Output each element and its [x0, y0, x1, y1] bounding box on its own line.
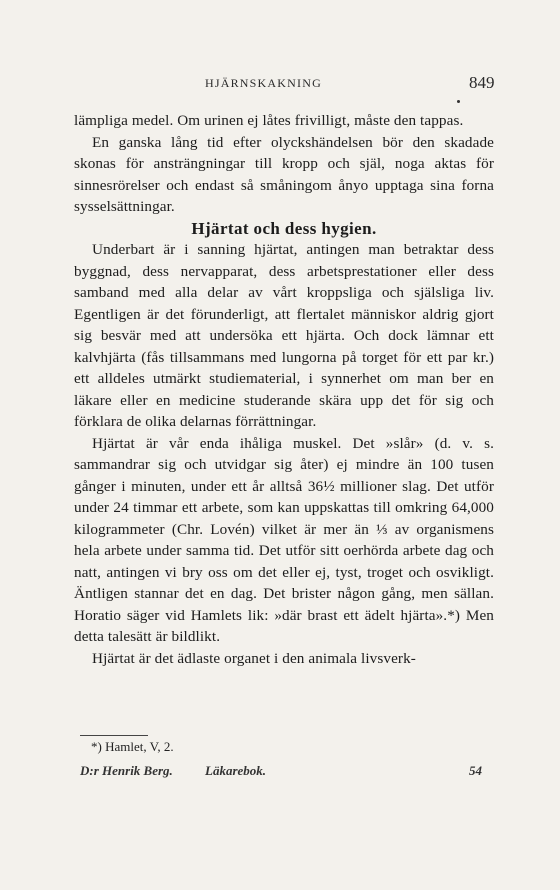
signature-author: D:r Henrik Berg. [80, 763, 173, 778]
footnote: *) Hamlet, V, 2. [91, 739, 174, 754]
paragraph: En ganska lång tid efter olyckshändelsen bör den skadade skonas för ansträngningar till kropp och själ, noga aktas för sinnesrörelser och endast så småningom ånyo upptaga sina forna sysselsättningar. [74, 133, 494, 215]
running-head [0, 73, 560, 96]
paragraph: Underbart är i sanning hjärtat, antingen man betraktar dess byggnad, dess nervapparat, dess arbetsprestationer eller dess samband med alla delar av vårt kroppsliga och själsliga liv. Egentligen är det förunderligt, att flertalet människor aldrig gjort sig besvär med att undersöka ett hjärta. Och dock lämnar ett kalvhjärta (fås tillsammans med lungorna på torget för ett par kr.) ett alldeles utmärkt studiematerial, i synnerhet om man ber en läkare eller en medicine studerande skära upp det för sig och förklara de olika delarnas förrättningar. [74, 241, 494, 430]
paragraph: Hjärtat är vår enda ihåliga muskel. Det »slår» (d. v. s. sammandrar sig och utvidgar sig åter) ej mindre än 100 tusen gånger i minuten, under ett år alltså 36½ millioner slag. Det utför under 24 timmar ett arbete, som kan uppskattas till omkring 64,000 kilogrammeter (Chr. Lovén) vilket är mer än ⅓ av organismens hela arbete under samma tid. Det utför sitt oerhörda arbete dag och natt, antingen vi bry oss om det eller ej, tyst, troget och osvikligt. Äntligen stannar det en dag. Det brister någon gång, men sällan. Horatio säger vid Hamlets lik: »där brast ett ädelt hjärta».*) Men detta talesätt är bildlikt. [74, 434, 494, 645]
running-title: HJÄRNSKAKNING [205, 76, 322, 90]
page-number: 849 [469, 73, 495, 92]
paragraph: lämpliga medel. Om urinen ej låtes frivilligt, måste den tappas. [74, 112, 464, 129]
signature-book: Läkarebok. [205, 763, 267, 778]
signature-sheet-number: 54 [469, 763, 482, 778]
body-text [74, 110, 494, 669]
paragraph: Hjärtat är det ädlaste organet i den animala livsverk- [92, 649, 416, 667]
section-heading: Hjärtat och dess hygien. [191, 218, 377, 238]
print-speck [457, 100, 460, 103]
printer-signature [80, 763, 500, 783]
footnote-rule [80, 735, 148, 736]
